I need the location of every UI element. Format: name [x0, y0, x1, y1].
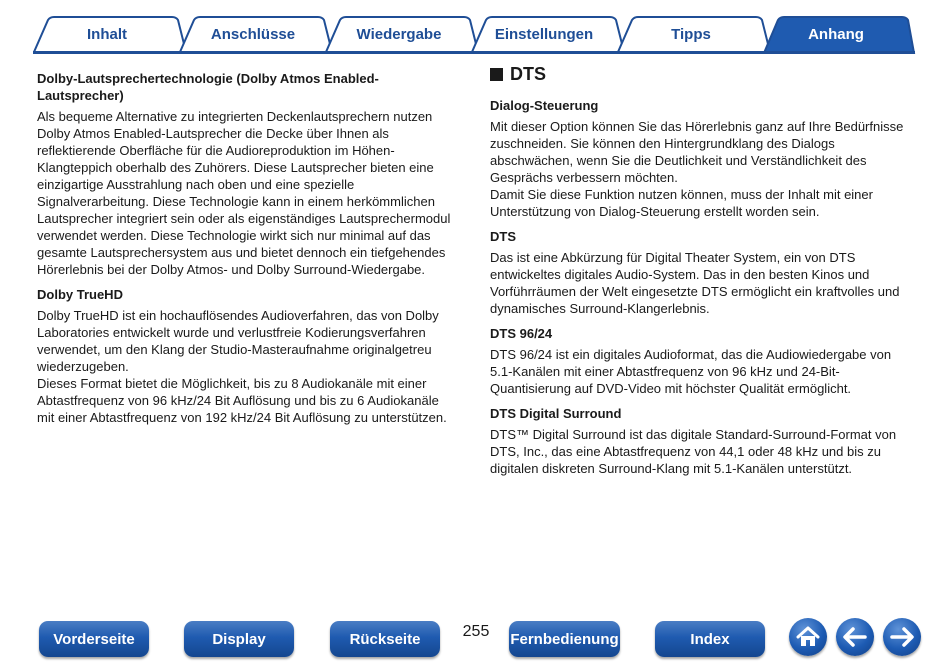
dts9624-heading: DTS 96/24 — [490, 326, 553, 341]
display-button[interactable]: Display — [184, 621, 294, 657]
dts-digital-surround-text: DTS™ Digital Surround ist das digitale Standard-Surround-Format von DTS, Inc., das eine Abtastfrequenz von 44,1 oder 48 kHz und bis zu digitalen diskreten Surround-Klang mit 5.1-Kanälen unterstützt. — [490, 427, 897, 476]
rueckseite-button[interactable]: Rückseite — [330, 621, 440, 657]
forward-button[interactable] — [883, 618, 921, 656]
tab-anhang[interactable]: Anhang — [808, 25, 864, 43]
dialog-text-2: Damit Sie diese Funktion nutzen können, muss der Inhalt mit einer Unterstützung von Dialog-Steuerung erstellt worden sein. — [490, 187, 873, 219]
page-number: 255 — [462, 623, 490, 640]
index-button[interactable]: Index — [655, 621, 765, 657]
dolby-atmos-heading: Dolby-Lautsprechertechnologie (Dolby Atmos Enabled-Lautsprecher) — [37, 71, 379, 103]
truehd-heading: Dolby TrueHD — [37, 287, 123, 302]
section-title-text: DTS — [510, 64, 546, 84]
left-column — [37, 70, 457, 426]
right-column — [490, 64, 910, 485]
section-title — [490, 66, 910, 83]
dts-heading: DTS — [490, 229, 516, 244]
dialog-text-1: Mit dieser Option können Sie das Hörerlebnis ganz auf Ihre Bedürfnisse zuschneiden. Sie können den Hintergrundklang des Dialogs abschwächen, wenn Sie die Deutlichkeit und Verständlichkeit des Gesprächs verbessern möchten. — [490, 119, 904, 185]
tab-tipps[interactable]: Tipps — [671, 25, 711, 43]
back-button[interactable] — [836, 618, 874, 656]
truehd-text-1: Dolby TrueHD ist ein hochauflösendes Audioverfahren, das von Dolby Laboratories entwickelt wurde und verlustfreie Kodierungsverfahren verwendet, um den Klang der Studio-Masteraufnahme originalgetreu wiederzugeben. — [37, 308, 439, 374]
fernbedienung-button[interactable]: Fernbedienung — [509, 621, 620, 657]
dolby-atmos-text: Als bequeme Alternative zu integrierten Deckenlautsprechern nutzen Dolby Atmos Enabled-Lautsprecher die Decke über Ihnen als reflektierende Oberfläche für die Audioreproduktion im Höhen-Klangteppich oberhalb des Zuhörers. Diese Lautsprecher bieten eine einzigartige Ausstrahlung nach oben und eine spezielle Signalverarbeitung. Diese Technologie kann in einem herkömmlichen Lautsprecher integriert sein oder als eigenständiges Lautsprechermodul verwendet werden. Diese Technologie wirkt sich nur minimal auf das gesamte Lautsprechersystem aus und bietet dennoch ein tiefgehendes Hörerlebnis bei der Dolby Atmos- und Dolby Surround-Wiedergabe. — [37, 109, 451, 277]
vorderseite-button[interactable]: Vorderseite — [39, 621, 149, 657]
tab-wiedergabe[interactable]: Wiedergabe — [356, 25, 442, 43]
dts9624-text: DTS 96/24 ist ein digitales Audioformat, das die Audiowiedergabe von 5.1-Kanälen mit einer Abtastfrequenz von 96 kHz und 24-Bit-Quantisierung auf DVD-Video mit höchster Qualität ermöglicht. — [490, 347, 892, 396]
home-button[interactable] — [789, 618, 827, 656]
tab-einstellungen[interactable]: Einstellungen — [494, 25, 594, 43]
tab-inhalt[interactable]: Inhalt — [87, 25, 127, 43]
tab-anschluesse[interactable]: Anschlüsse — [210, 25, 296, 43]
arrow-right-icon — [883, 618, 921, 656]
home-icon — [789, 618, 827, 656]
truehd-text-2: Dieses Format bietet die Möglichkeit, bis zu 8 Audiokanäle mit einer Abtastfrequenz von 96 kHz/24 Bit Auflösung und bis zu 6 Audiokanäle mit einer Abtastfrequenz von 192 kHz/24 Bit Auflösung zu unterstützen. — [37, 376, 447, 425]
dts-text: Das ist eine Abkürzung für Digital Theater System, ein von DTS entwickeltes digitales Audio-System. Das in den besten Kinos und Vorführräumen der Welt eingesetzte DTS ermöglicht ein kraftvolles und dynamisches Surround-Klangerlebnis. — [490, 250, 900, 316]
dts-digital-surround-heading: DTS Digital Surround — [490, 406, 622, 421]
dialog-heading: Dialog-Steuerung — [490, 98, 599, 113]
square-bullet-icon — [490, 68, 503, 81]
arrow-left-icon — [836, 618, 874, 656]
tab-bar — [0, 0, 950, 56]
